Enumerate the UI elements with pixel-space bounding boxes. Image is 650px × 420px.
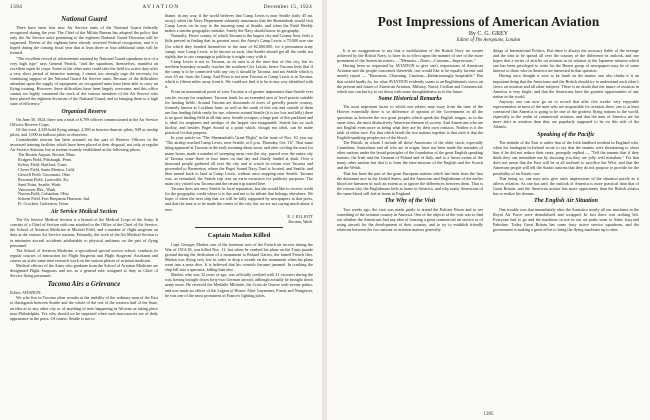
paragraph: Two weeks ago, the visit was made partly to attend the Pulitzer Races and to see something of the aviation country in America. One of the objects of the visit was to find out whether the Americans had any idea of forming a great commercial air service or of using aircraft for the development of their country, and to try to establish friendly relations between the two nations in aviation matters generally. — [337, 206, 483, 232]
paragraph: On June 30, 1924, there was a total of 6,709 officers commissioned in the Air Service Officers Reserve Corps. — [10, 116, 158, 127]
signature-place: Tacoma, Wash. — [287, 218, 313, 224]
right-column-2 — [493, 48, 639, 408]
left-column-1 — [10, 13, 158, 413]
section-heading: Tacoma Airs a Grievance — [47, 280, 121, 289]
paragraph: The attitude of the East is rather that of the Irish landlord resident in England who, when his landagent in Ireland wrote to say that the tenants were threatening to shoot him if he did not reduce their rents, promptly replied — "Tell the tenants that if they think they can intimidate me by shooting you they are jolly well mistaken." For that does not mean that the East will be at all inclined to sacrifice the West, and that the American people will tell the Asiatic nations that they do not propose to provide for the possibility of an Asiatic war. — [493, 140, 639, 176]
left-page — [0, 0, 322, 420]
paragraph: From an aeronautical point of view Tacoma is of greater importance than Seattle ever can be, except for seaplanes. Tacoma lands for an extended area of level prairie suitable for landing fields. Around Tacoma are thousands of acres of gravelly prairie country, formerly known as Lockhart farm, as well as the south of this city and outside of them are fine landing fields ready for use, whereas around Seattle (it is too low and hilly) there is no good landing field in all that area. Seattle occupies a large part of this parkland and is ideal for seaplanes and airships of the largest size imaginable. Seattle has no such facility, and besides Puget Sound at a point which, though not ideal, can be made practical for that purpose. — [165, 89, 313, 136]
byline-subtitle: Editor of The Aeroplane, London — [456, 38, 521, 43]
page-number: 1394 — [10, 4, 23, 10]
paragraph: The most important factor to which one relates may sway from the time of the Hoover essentially there is so difference of opinion of the Government in all the questions as between the two great peoples which speak the English tongue, as in the same class, the most distinctively American element of society. And Americans who are not English even more as being what they are by their own contacts. Neither is it the fault of either race. For that which binds the two nations together is that each is that the English-speaking peoples are of the blood. — [337, 104, 483, 140]
section-heading: Captain Madon Killed — [207, 231, 271, 239]
paragraph: Of this total, 4,329 hold flying ratings, 2,380 as heavier-than-air pilots, 949 as airship pilots, and 1,000 as balloon pilots or observers. — [10, 126, 158, 137]
paragraph: Naturally, Pierce county, of which Tacoma is the largest city and County Seat, feels a little peeved in finding that its greatest asset, the Army's Camp Lewis, a 70,000 acre site (for which they bonded themselves to the tune of $2,000,000, for a permanent army camp), now Camp Lewis, to be known as such, that Seattle should get all the credit not rightly due to our campaign to publicity it might carry with it. — [165, 33, 313, 59]
paragraph: There have been four new Air Service units of the National Guard federally recognized during the year. The Chief of the Militia Bureau has adopted the policy that only the Air Service units pertaining to the eighteen National Guard Divisions will be organized. Eleven of the eighteen have already received Federal recognition, and it is hoped during the coming fiscal year that at least three or four additional units will be formed. — [10, 25, 158, 56]
section-heading: Air Service Medical Section — [50, 209, 118, 216]
paragraph: It is no exaggeration to say that a mobilization of the British Navy no sooner achieved by the British Navy, to have its to effect upon the manner of one of the more prominent of the American writers —"Memoirs—Notes—Customs—Impressions." — [337, 48, 483, 64]
paragraph: blame, in any way, if the world believes that Camp Lewis is near Seattle (only 45 mi. away), when the Navy Department solemnly announces that the Shenandoah would visit Camp Lewis on its way to the mooring mast at Seattle, and when the Field Weekly makes a similar geographic mistake. Surely the Navy should know its geography. — [165, 13, 313, 34]
paragraph: The Air Service Medical Section is a branch of the Medical Corps of the Army. It consists of a Chief of Section with one attached to the Office of the Chief of Air Service, the School of Aviation Medicine at Mitchel Field, and a number of flight surgeons on duty at the various Air Service stations. Primarily, the work of the Air Medical Section is to minimize aircraft accidents attributable to physical unfitness on the part of flying personnel. — [10, 217, 158, 248]
paragraph: That has been the part of the great European nations which has been from the first the dominant race in the United States, and the American and Englishman of the earlier blood are kinsmen in such an extent as to ignore the differences between them. That is the reason why the Englishman feels at home in America, and why many Americans of the same blood still feel at home in England. — [337, 170, 483, 196]
list-item: Norton Field, Columbus, Ohio — [18, 191, 69, 197]
list-item: Clover Field, Santa Monica, Calif. — [18, 166, 76, 172]
left-column-2 — [165, 13, 313, 413]
paragraph: One trouble was that immediately after the Armistice nearly all our machines in the Royal Air Force were demobilized and scrapped. In fact there was nothing left. Everyone had to go and the machines in use in our air parks went to Aden, Iraq and Palestine. Today Great Britain has some forty active service squadrons, and the government is making a great effort to bring the flying machines up to date. — [493, 206, 639, 232]
paragraph: The School of Aviation Medicine, a specialized special service school, conducts its regular courses of instruction for Flight Surgeons and Flight Surgeons' Assistants and carries on at the same time research work on the various phases of aviation medicine. — [10, 247, 158, 263]
section-heading: Some Historical Remarks — [378, 95, 442, 102]
running-head — [10, 4, 312, 12]
article-title: Post Impressions of American Aviation — [377, 14, 600, 29]
list-item: The Boston Airport, Boston, Mass. — [18, 152, 76, 158]
running-title: AVIATION — [142, 4, 180, 10]
section-heading: Speaking of the Pacific — [537, 131, 595, 138]
paragraph: Madon, who was 32 years of age, was officially credited with 41 victories during the war, having brought down forty-two German aircraft, although actually he brought down many more. He received the Medaille Militaire, the Croix de Guerre with twenty palms, and was made an officer of the Legion of Honor. After Guynemer, Fonck and Nungesser, he was one of the most prominent of France's fighting pilots. — [165, 272, 313, 298]
right-page — [327, 0, 650, 420]
section-heading: The Why of the Visit — [384, 198, 436, 205]
right-column-1 — [337, 48, 483, 408]
list-item: Vancouver Bks., Wash. — [18, 186, 57, 192]
paragraph: Tacoma does not envy Seattle its local reputation, but she would like to receive credit for the geographic credit where it is due and not to be tribute that belongs elsewhere. We hope, if when the next ship that we will be fully supported by newspapers in that press, and that the area is to be made the center of the city, but we are not saying much about it now. — [165, 186, 313, 212]
paragraph: Having been so requested by AVIATION to give one's impressions of American Aviation and the people concerned therewith, one would like to be equally laconic and merely report — "Enormous, Charming, Cautious—Embarrassingly hospitable." But that would hardly do, for what AVIATION evidently wants is an Englishman's views on the present and future of American Aviation, Military, Naval, Civilian and Commercial, which one can but try to set down with some thoughtfulness as to the future. — [337, 63, 483, 94]
paragraph: Capt. Georges Madon, one of the foremost aces of the French air service during the War of 1914-18, was killed Nov. 11, last when he crashed his plane on the Tunis parade ground during the dedication of a monument to Roland Garros, the famed French flier. Madon was flying very low in order to drop a wreath on the monument when his plane went into a nose dive. It is believed that his controls became jammed. In crashing the ship fell into a spectator, killing him also. — [165, 241, 313, 273]
paragraph: That being so, one may now give one's impressions of the situation purely as it affects aviation. As one has said, the outlook of America is more practical than that of Great Britain, and the American aviator has more opportunity than the British aviator has to realize his dreams. — [493, 175, 639, 196]
paragraph: The British, in whom I include all those Americans of the older stock, especially Canadians, Australians and all who are in origin, have not been made the mistakes of other nations under the broad principles of the foundation of the great English speaking nations, the Irish and the German of Poland and of Italy, and to a lesser extent of the many other nations but that it is from the inter-mixture of the English and the Scotch and the Welsh. — [337, 140, 483, 171]
section-heading: Organized Reserve — [61, 108, 107, 115]
byline: By C. G. GREY — [468, 31, 509, 37]
paragraph: Anyway, one can now go on to record that after five weeks' very enjoyable representation in most of the men who are responsible for aviation there, one is at least convinced that America is going to be one of the greatest flying nations in the world, especially in the realm of commercial aviation, and that the men of America are far more alert in aviation than they are popularly supposed to be on this side of the Atlantic. — [493, 98, 639, 130]
divider — [195, 227, 284, 228]
issue-date: December 15, 1924 — [263, 4, 312, 10]
paragraph: In your article on "The Shenandoah's Great Flight" in the issue of Nov. 10, you say "The airship reached Camp Lewis, near Seattle, at 6 p.m. Thursday, Oct. 16". That same thing appeared at Tacoma in the early morning about noon, and after circling the mast for many hours, made a number of sweeping turns over the city, passed over the entire city of Tacoma some three or four times on that day and finally landed at dusk. Over a thousand people gathered all over the city and to watch its return over Tacoma and proceeded to Bremerton, where the Puget Sound Navy Yard is located, and Seattle, and then turned back to land at Camp Lewis, without once stopping near Seattle. Tacoma was, as remarked, the Seattle trip was an extra excursion for publicity purposes. The main city visited was Tacoma and the return trip started here. — [165, 135, 313, 187]
paragraph: We who live in Tacoma often wonder at the inability of the ordinary man of the East to distinguish between Seattle and the whole of the rest of the western half of the State, an idea as to any other city or of anything of note happening in Altoona as taking place near Philadelphia. Yet, why should we be surprised when such inaccuracies are of daily appearance in the press. Of course, Seattle is not to — [10, 295, 158, 321]
paragraph: things of International Politics. But there is always the accuracy liable of the average and the idea to be spread all over the country of the difference in outlook, and one hopes that a series of articles on aviation in its relation to the Japanese mission which one has been privileged to write for the Hearst group of newspapers may be of some interest to those who in America are interested in that question. — [493, 48, 639, 74]
list-item: Bowman Field, Louisville, Ky. — [18, 176, 70, 182]
editor-salutation: Editor, AVIATION: — [10, 290, 42, 296]
paragraph: Having once thought it wise to be frank on the matter, one also thinks it is an important thing that the Americans and the British should try to understand each other's views on aviation and all other subjects. There is no doubt that the future of aviation in America is very bright, and that the Americans have the greatest opportunities of any nation in the world. — [493, 73, 639, 99]
list-item: Rodgers Field, Pittsburgh, Penn. — [18, 157, 72, 163]
section-heading: The English Air Situation — [534, 198, 598, 205]
paragraph: Medical officers of the Army who graduate from the School of Aviation Medicine are designated Flight Surgeons and are, as a general rule, assigned to duty as Chief of Service flying personnel. — [10, 262, 158, 279]
airport-list — [18, 153, 158, 207]
list-item: Ft. Crockett, Galveston, Texas — [18, 201, 69, 207]
list-item: Sand Point, Seattle, Wash. — [18, 181, 62, 187]
signature-name: E. J. ELLIOTT — [287, 213, 313, 219]
paragraph: Considerable interest has been aroused on the part of Reserve Officers in the increased training facilities which have been placed at their disposal, not only at regular Air Service Stations, but at sixteen recently established at the following places: — [10, 136, 158, 153]
list-item: Kelsey Field, Hartford, Conn. — [18, 161, 68, 167]
paragraph: "The excellent record of achievement attained by National Guard squadrons in a of a very high type" says General Patrick, "and the squadrons, themselves, manifest an excellent esprit de corps. Some of the other units could take the field for active duty after a very short period of intensive training. I cannot too strongly urge the necessity for continuing support of the National Guard Air Service units. Because of the difficulties attendant upon the supply of equipment, no recognized units have been able to carry on flying training. However, these difficulties have been largely overcome, and this office cannot too highly commend the work of the various members of the Air Service who have placed the eighteen divisions of the National Guard, and in bringing them to a high state of efficiency." — [10, 55, 158, 107]
page-folio: 1395 — [483, 412, 494, 417]
list-item: Schoen Field, Fort Benjamin Harrison, Ind. — [18, 196, 90, 202]
section-heading: National Guard — [61, 15, 107, 23]
list-item: Grissell Field, Cincinnati, Ohio — [18, 171, 71, 177]
letter-signature — [165, 214, 313, 224]
paragraph: Camp Lewis is not in Tacoma, as its area is at the time that of this city, but its northern boundary actually touches the southern City Limits, hence Tacoma feels that if the camp is to be connected with any city it should be Tacoma, and not Seattle which is over 45 mi. from the Camp. And Point is not near Tacoma or Camp Lewis is in Tacoma, which is fifteen miles away from it. We could not find it to be in any way identified with it. — [165, 58, 313, 90]
